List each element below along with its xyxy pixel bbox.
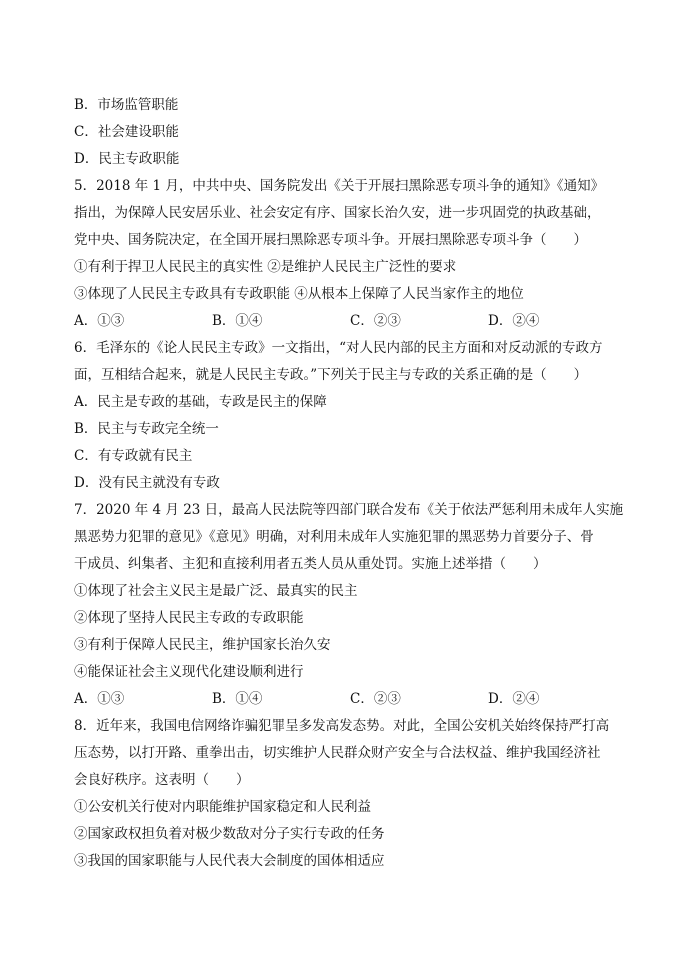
q4-option-c: C．社会建设职能 bbox=[74, 124, 179, 140]
q7-choices bbox=[74, 686, 626, 713]
q7-choice-c: C．②③ bbox=[350, 691, 401, 707]
q5-choice-d: D．②④ bbox=[488, 313, 540, 329]
q7-statement-4: ④能保证社会主义现代化建设顺利进行 bbox=[74, 664, 304, 680]
q7-statement-2: ②体现了坚持人民民主专政的专政职能 bbox=[74, 610, 304, 626]
q7-choice-d: D．②④ bbox=[488, 691, 540, 707]
q7-statement-3: ③有利于保障人民民主，维护国家长治久安 bbox=[74, 637, 331, 653]
q5-choice-c: C．②③ bbox=[350, 313, 401, 329]
q5-stem-line: 指出，为保障人民安居乐业、社会安定有序、国家长治久安，进一步巩固党的执政基础， bbox=[74, 205, 601, 221]
q8-statement-2: ②国家政权担负着对极少数敌对分子实行专政的任务 bbox=[74, 826, 385, 842]
q6-option-b: B．民主与专政完全统一 bbox=[74, 421, 219, 437]
q6-stem-line: 6．毛泽东的《论人民民主专政》一文指出，“对人民内部的民主方面和对反动派的专政方 bbox=[74, 340, 603, 356]
q6-option-a: A．民主是专政的基础，专政是民主的保障 bbox=[74, 394, 327, 410]
q7-statement-1: ①体现了社会主义民主是最广泛、最真实的民主 bbox=[74, 583, 358, 599]
q5-choice-b: B．①④ bbox=[212, 313, 263, 329]
q5-stem-line: 党中央、国务院决定，在全国开展扫黑除恶专项斗争。开展扫黑除恶专项斗争（ ） bbox=[74, 232, 587, 248]
q7-stem-line: 干成员、纠集者、主犯和直接利用者五类人员从重处罚。实施上述举措（ ） bbox=[74, 556, 547, 572]
q7-stem-line: 7．2020 年 4 月 23 日，最高人民法院等四部门联合发布《关于依法严惩利用未成年人实施 bbox=[74, 502, 624, 518]
q6-option-c: C．有专政就有民主 bbox=[74, 448, 193, 464]
q8-stem-line: 会良好秩序。这表明（ ） bbox=[74, 772, 250, 788]
q7-stem-line: 黑恶势力犯罪的意见》《意见》明确，对利用未成年人实施犯罪的黑恶势力首要分子、骨 bbox=[74, 529, 594, 545]
q5-choice-a: A．①③ bbox=[74, 313, 125, 329]
q7-choice-a: A．①③ bbox=[74, 691, 125, 707]
q7-choice-b: B．①④ bbox=[212, 691, 263, 707]
q8-statement-3: ③我国的国家职能与人民代表大会制度的国体相适应 bbox=[74, 853, 385, 869]
q6-option-d: D．没有民主就没有专政 bbox=[74, 475, 220, 491]
q8-stem-line: 压态势，以打开路、重拳出击，切实维护人民群众财产安全与合法权益、维护我国经济社 bbox=[74, 745, 601, 761]
q5-statement-line: ①有利于捍卫人民民主的真实性 ②是维护人民民主广泛性的要求 bbox=[74, 259, 457, 275]
q5-choices bbox=[74, 308, 626, 335]
q5-stem-line: 5．2018 年 1 月，中共中央、国务院发出《关于开展扫黑除恶专项斗争的通知》《通知》 bbox=[74, 178, 605, 194]
q4-option-d: D．民主专政职能 bbox=[74, 151, 180, 167]
q6-stem-line: 面，互相结合起来，就是人民民主专政。”下列关于民主与专政的关系正确的是（ ） bbox=[74, 367, 588, 383]
q5-statement-line: ③体现了人民民主专政具有专政职能 ④从根本上保障了人民当家作主的地位 bbox=[74, 286, 524, 302]
q8-statement-1: ①公安机关行使对内职能维护国家稳定和人民利益 bbox=[74, 799, 371, 815]
q8-stem-line: 8．近年来，我国电信网络诈骗犯罪呈多发高发态势。对此，全国公安机关始终保持严打高 bbox=[74, 718, 610, 734]
q4-option-b: B．市场监管职能 bbox=[74, 97, 179, 113]
question-content bbox=[74, 92, 626, 875]
